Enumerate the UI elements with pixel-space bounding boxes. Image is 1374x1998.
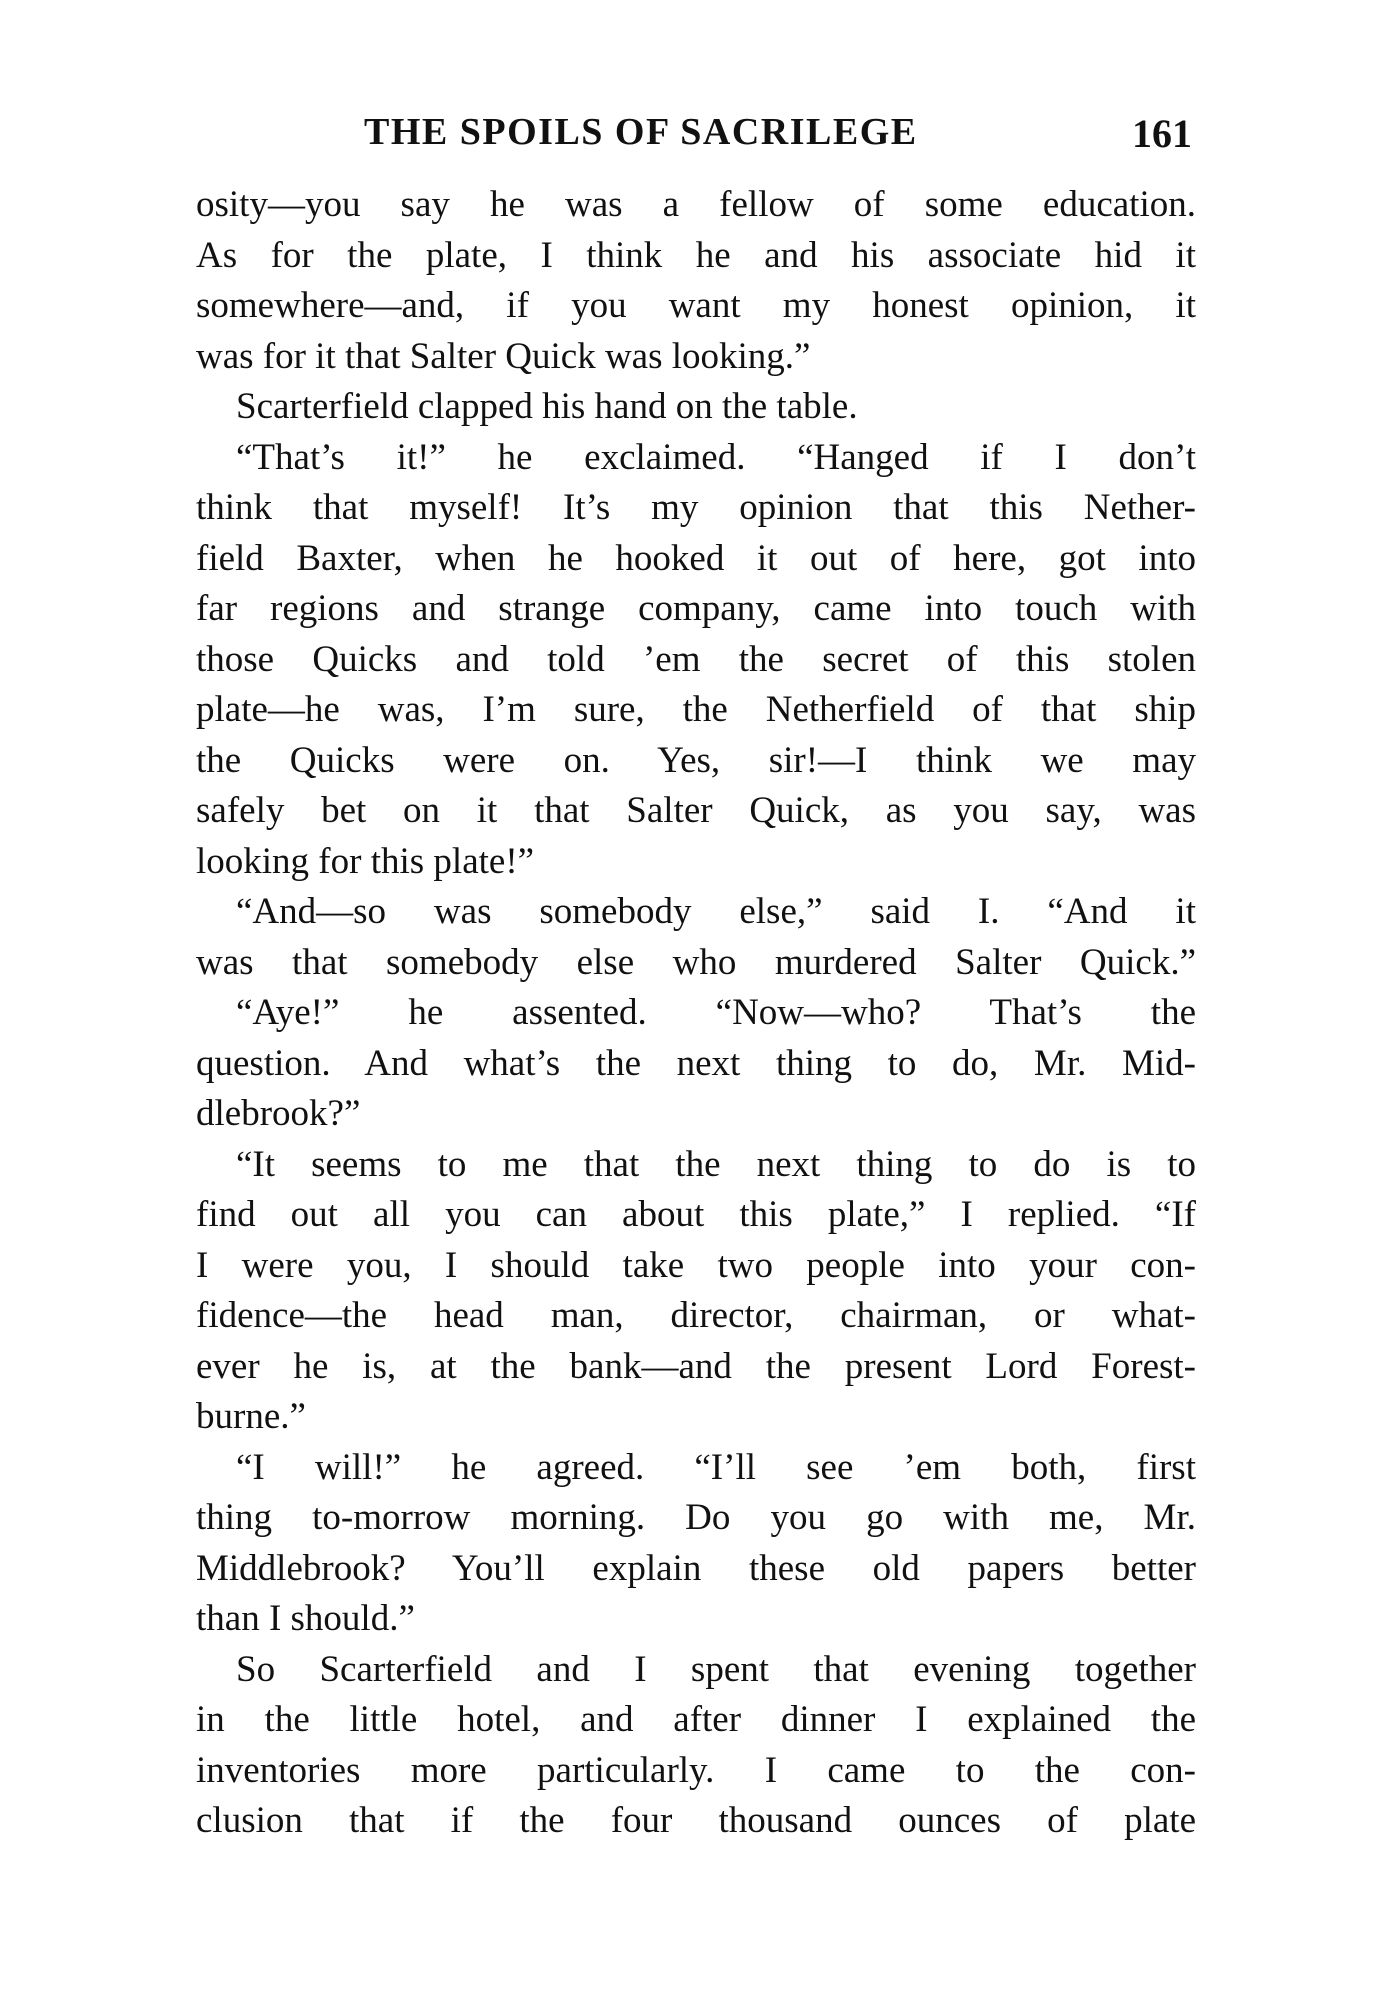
text-line: safely bet on it that Salter Quick, as you say, was <box>196 790 1196 831</box>
text-line: was that somebody else who murdered Salter Quick.” <box>196 941 1196 983</box>
text-line: those Quicks and told ’em the secret of this stolen <box>196 638 1196 680</box>
text-line: ever he is, at the bank—and the present Lord Forest- <box>196 1345 1196 1387</box>
text-line: Middlebrook? You’ll explain these old papers better <box>196 1547 1196 1589</box>
running-title: THE SPOILS OF SACRILEGE <box>364 111 918 153</box>
text-line: “That’s it!” he exclaimed. “Hanged if I don’t <box>236 436 1196 478</box>
text-line: Scarterfield clapped his hand on the table. <box>236 386 858 427</box>
text-line: inventories more particularly. I came to the con- <box>196 1749 1196 1791</box>
text-line: the Quicks were on. Yes, sir!—I think we may <box>196 739 1196 781</box>
text-line: “I will!” he agreed. “I’ll see ’em both, first <box>236 1446 1196 1488</box>
text-line: So Scarterfield and I spent that evening together <box>236 1648 1196 1690</box>
text-line: “It seems to me that the next thing to do is to <box>236 1143 1196 1185</box>
text-line: somewhere—and, if you want my honest opinion, it <box>196 285 1196 326</box>
text-line: find out all you can about this plate,” I replied. “If <box>196 1194 1196 1235</box>
body-text <box>196 180 1196 1847</box>
text-line: far regions and strange company, came into touch with <box>196 588 1196 629</box>
page-number: 161 <box>1132 111 1192 156</box>
text-line: dlebrook?” <box>196 1093 361 1134</box>
text-line: plate—he was, I’m sure, the Netherfield of that ship <box>196 689 1196 730</box>
text-line: looking for this plate!” <box>196 840 535 882</box>
text-line: than I should.” <box>196 1598 415 1639</box>
text-line: I were you, I should take two people into your con- <box>196 1244 1196 1286</box>
text-line: fidence—the head man, director, chairman, or what- <box>196 1295 1196 1336</box>
text-line: in the little hotel, and after dinner I explained the <box>196 1699 1196 1740</box>
text-line: think that myself! It’s my opinion that this Nether- <box>196 487 1196 528</box>
text-line: thing to-morrow morning. Do you go with me, Mr. <box>196 1497 1196 1538</box>
text-line: “And—so was somebody else,” said I. “And it <box>236 891 1196 932</box>
running-head <box>196 110 1196 170</box>
text-line: question. And what’s the next thing to do, Mr. Mid- <box>196 1042 1196 1084</box>
text-line: field Baxter, when he hooked it out of here, got into <box>196 537 1196 579</box>
text-line: “Aye!” he assented. “Now—who? That’s the <box>236 992 1196 1033</box>
text-line: clusion that if the four thousand ounces of plate <box>196 1800 1196 1841</box>
text-line: burne.” <box>196 1396 306 1437</box>
text-line: As for the plate, I think he and his associate hid it <box>196 234 1196 276</box>
text-line: osity—you say he was a fellow of some education. <box>196 184 1196 225</box>
text-line: was for it that Salter Quick was looking.” <box>196 335 811 377</box>
